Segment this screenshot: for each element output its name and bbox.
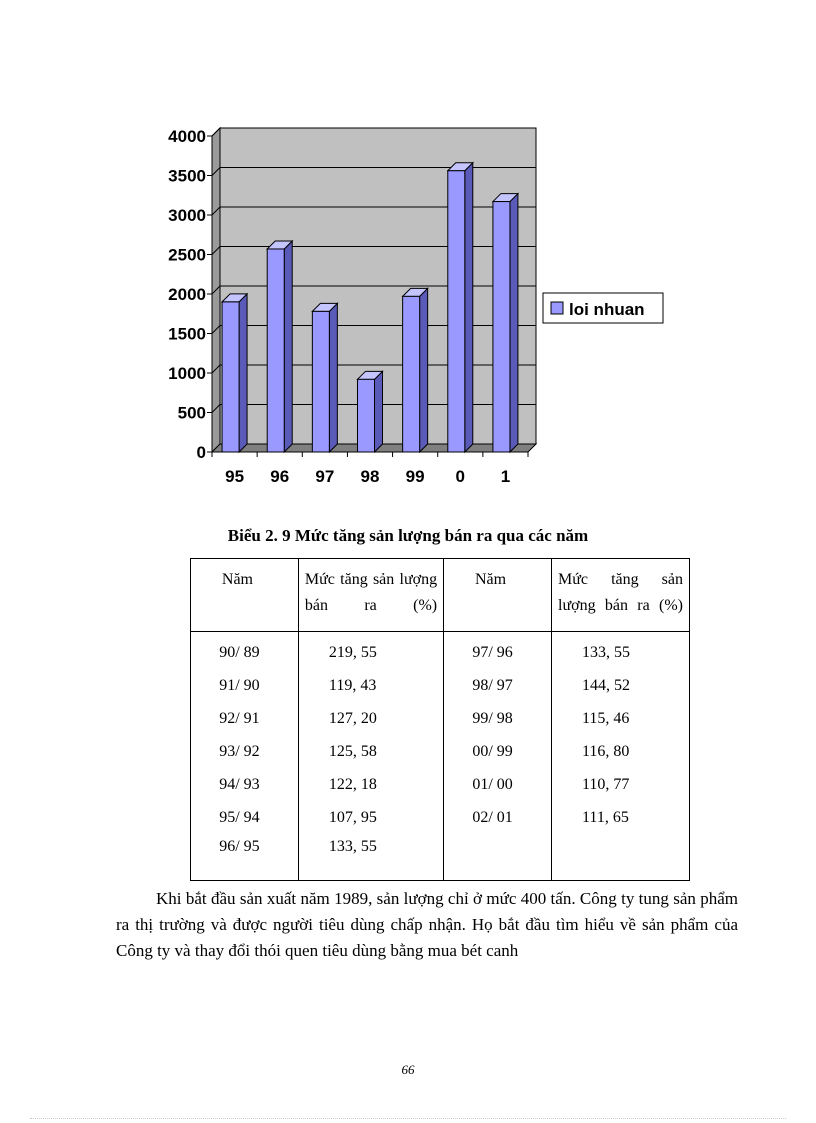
header-growth: Mức tăng sản lượng bán ra (%) — [298, 559, 443, 632]
cell-growth: 111, 65 — [552, 801, 690, 834]
table-row — [191, 768, 690, 801]
cell-year: 92/ 91 — [191, 702, 299, 735]
y-tick-label: 4000 — [168, 127, 206, 146]
bar-side — [375, 371, 383, 452]
x-tick-label: 95 — [225, 467, 245, 486]
header-growth: Mức tăng sản lượng bán ra (%) — [552, 559, 690, 632]
growth-table — [190, 558, 690, 881]
table-row — [191, 801, 690, 834]
header-year: Năm — [444, 559, 552, 632]
table-row — [191, 702, 690, 735]
cell-year — [444, 834, 552, 881]
cell-growth: 125, 58 — [298, 735, 443, 768]
paragraph-text: Khi bắt đầu sản xuất năm 1989, sản lượng chỉ ở mức 400 tấn. Công ty tung sản phẩm ra thị trường và được người tiêu dùng chấp nhận. Họ bắt đầu tìm hiểu về sản phẩm của Công ty và thay đổi thói quen tiêu dùng bằng mua bét canh — [116, 889, 738, 960]
bar-side — [329, 303, 337, 452]
cell-growth: 110, 77 — [552, 768, 690, 801]
cell-year: 91/ 90 — [191, 669, 299, 702]
cell-year: 99/ 98 — [444, 702, 552, 735]
y-tick-label: 1500 — [168, 324, 206, 344]
legend-swatch — [551, 302, 563, 314]
profit-bar-chart — [150, 120, 690, 500]
bar — [493, 202, 510, 452]
cell-growth: 127, 20 — [298, 702, 443, 735]
bar — [358, 379, 375, 452]
bar — [448, 171, 465, 452]
cell-growth: 119, 43 — [298, 669, 443, 702]
cell-year: 93/ 92 — [191, 735, 299, 768]
bar — [312, 311, 329, 452]
table-row — [191, 632, 690, 670]
cell-growth: 133, 55 — [298, 834, 443, 881]
cell-growth: 115, 46 — [552, 702, 690, 735]
y-tick-label: 0 — [196, 443, 206, 462]
cell-year: 02/ 01 — [444, 801, 552, 834]
cell-growth: 144, 52 — [552, 669, 690, 702]
cell-year: 00/ 99 — [444, 735, 552, 768]
bar-side — [510, 194, 518, 452]
cell-year: 90/ 89 — [191, 632, 299, 670]
table-row — [191, 735, 690, 768]
bar-side — [420, 288, 428, 452]
cell-growth: 133, 55 — [552, 632, 690, 670]
table-row — [191, 669, 690, 702]
x-tick-label: 96 — [270, 467, 290, 486]
page-bottom-border — [30, 1118, 786, 1119]
cell-year: 97/ 96 — [444, 632, 552, 670]
cell-growth: 219, 55 — [298, 632, 443, 670]
bar-side — [284, 241, 292, 452]
x-tick-label: 98 — [360, 467, 380, 486]
cell-year: 94/ 93 — [191, 768, 299, 801]
x-tick-label: 99 — [405, 467, 425, 486]
cell-year: 98/ 97 — [444, 669, 552, 702]
y-tick-label: 2000 — [168, 285, 206, 304]
y-tick-label: 500 — [177, 403, 206, 423]
bar — [267, 249, 284, 452]
x-tick-label: 1 — [500, 467, 511, 486]
y-tick-label: 3000 — [168, 206, 206, 225]
bar — [403, 296, 420, 452]
chart-caption: Biểu 2. 9 Mức tăng sản lượng bán ra qua các năm — [227, 526, 589, 545]
cell-year: 95/ 94 — [191, 801, 299, 834]
table-row — [191, 834, 690, 881]
page-number: 66 — [401, 1062, 415, 1077]
y-tick-label: 2500 — [168, 245, 206, 265]
header-year: Năm — [191, 559, 299, 632]
table-header-row — [191, 559, 690, 632]
cell-year: 01/ 00 — [444, 768, 552, 801]
y-tick-label: 3500 — [168, 166, 206, 186]
body-paragraph — [116, 886, 738, 964]
x-tick-label: 97 — [315, 467, 335, 486]
cell-growth: 116, 80 — [552, 735, 690, 768]
cell-growth: 122, 18 — [298, 768, 443, 801]
y-tick-label: 1000 — [168, 364, 206, 383]
cell-year: 96/ 95 — [191, 834, 299, 881]
x-tick-label: 0 — [455, 467, 466, 486]
bar — [222, 302, 239, 452]
bar-side — [465, 163, 473, 452]
bar-side — [239, 294, 247, 452]
cell-growth: 107, 95 — [298, 801, 443, 834]
legend-label: loi nhuan — [569, 300, 645, 319]
cell-growth — [552, 834, 690, 881]
